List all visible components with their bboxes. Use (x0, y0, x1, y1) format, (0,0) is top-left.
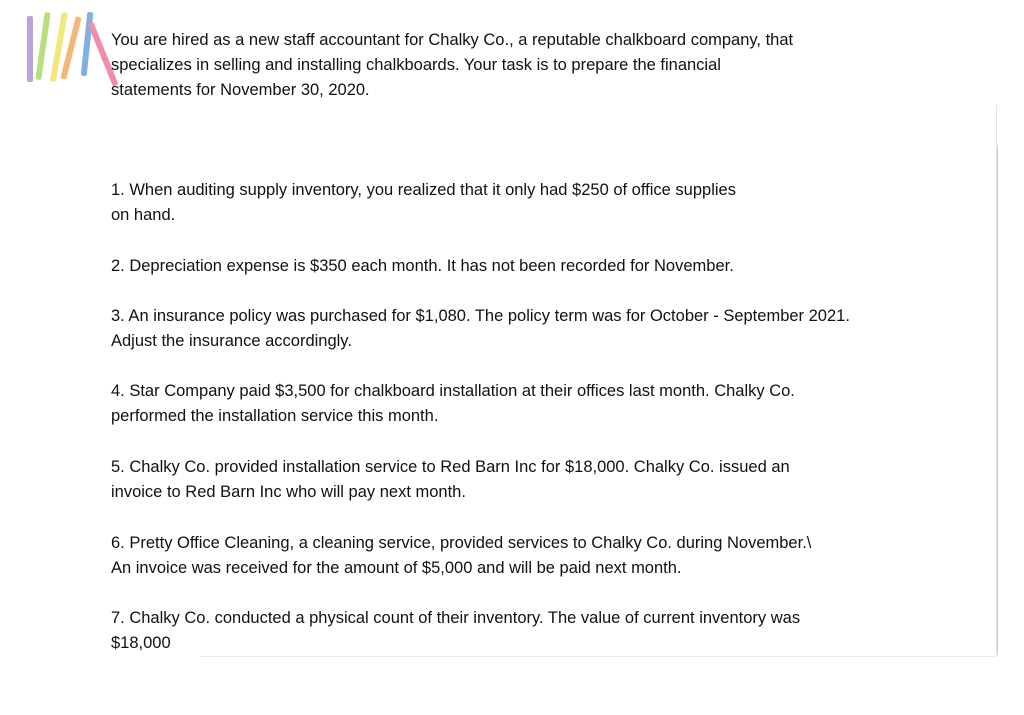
blue-chalk-icon (81, 12, 94, 76)
purple-chalk-icon (27, 16, 33, 82)
intro-paragraph (111, 28, 793, 103)
adjustment-item-1 (111, 178, 736, 228)
item-line: An invoice was received for the amount of $5,000 and will be paid next month. (111, 559, 682, 577)
adjustment-item-2 (111, 254, 734, 279)
green-chalk-icon (35, 12, 50, 80)
item-line: 5. Chalky Co. provided installation service to Red Barn Inc for $18,000. Chalky Co. issued an (111, 458, 790, 476)
intro-line: specializes in selling and installing chalkboards. Your task is to prepare the financial (111, 56, 721, 74)
item-line: 2. Depreciation expense is $350 each month. It has not been recorded for November. (111, 257, 734, 275)
item-line: 6. Pretty Office Cleaning, a cleaning service, provided services to Chalky Co. during November.\ (111, 534, 812, 552)
adjustment-item-7 (111, 606, 800, 656)
item-line: 4. Star Company paid $3,500 for chalkboard installation at their offices last month. Chalky Co. (111, 382, 795, 400)
item-line: invoice to Red Barn Inc who will pay next month. (111, 483, 466, 501)
adjustment-item-4 (111, 379, 795, 429)
adjustment-item-5 (111, 455, 790, 505)
adjustment-item-3 (111, 304, 850, 354)
item-line: on hand. (111, 206, 176, 224)
intro-line: You are hired as a new staff accountant for Chalky Co., a reputable chalkboard company, that (111, 31, 794, 49)
item-line: Adjust the insurance accordingly. (111, 332, 352, 350)
item-line: 1. When auditing supply inventory, you realized that it only had $250 of office supplies (111, 181, 736, 199)
item-line: performed the installation service this month. (111, 407, 439, 425)
item-line: $18,000 (111, 634, 171, 652)
intro-line: statements for November 30, 2020. (111, 81, 370, 99)
adjustment-item-6 (111, 531, 811, 581)
item-line: 3. An insurance policy was purchased for $1,080. The policy term was for October - September 2021. (111, 307, 850, 325)
item-line: 7. Chalky Co. conducted a physical count of their inventory. The value of current inventory was (111, 609, 801, 627)
